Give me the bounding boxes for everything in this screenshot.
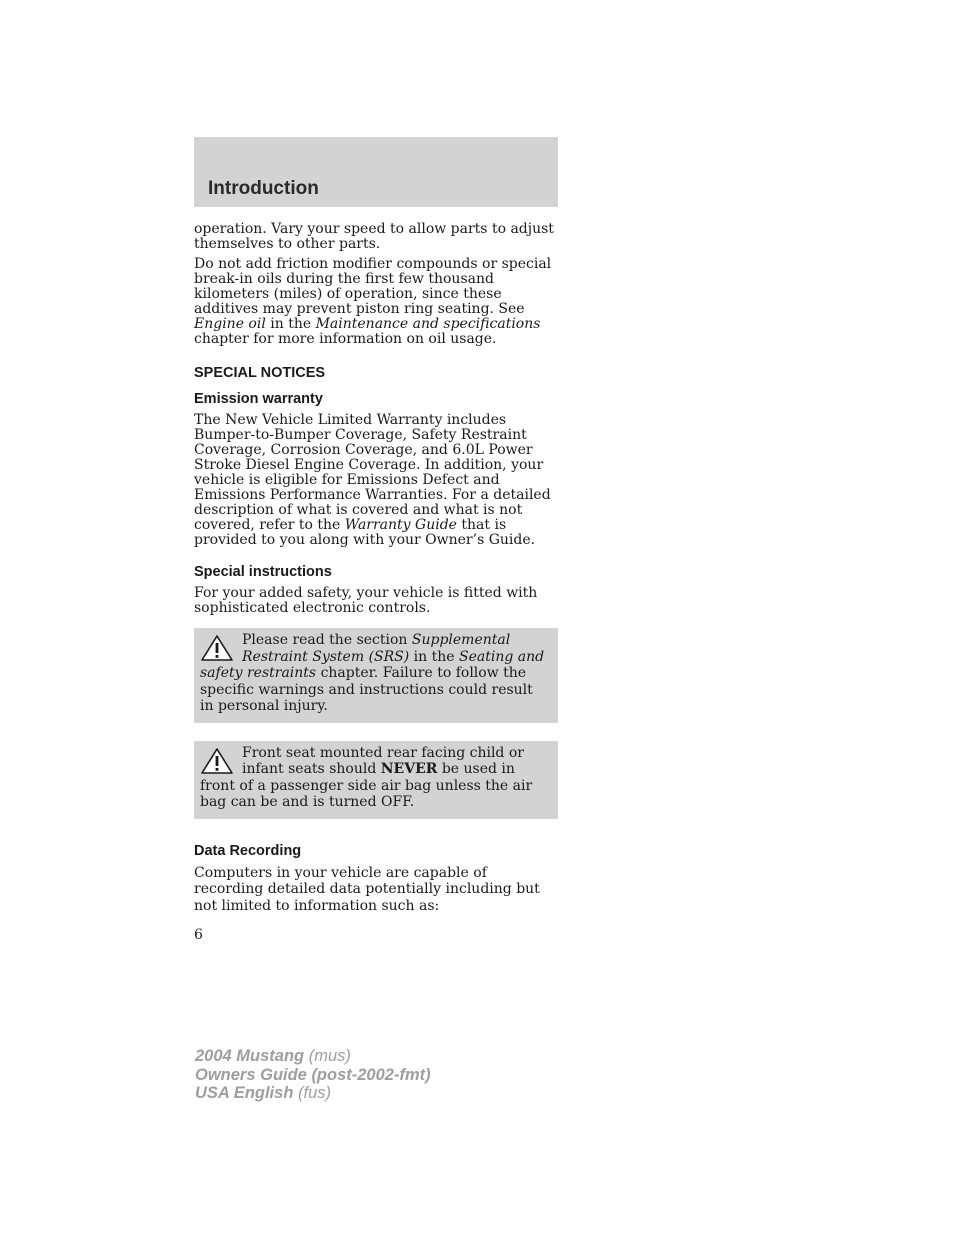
seating-reference: Seating and safety restraints [200, 648, 545, 681]
intro-paragraph-2: Do not add friction modifier compounds or special break-in oils during the first few thousand kilometers (miles) of operation, since these additives may prevent piston ring seating. See Engine oil in the Maintenance and specifications chapter for more information on oil usage. [194, 256, 552, 347]
intro-paragraph-1: operation. Vary your speed to allow parts to adjust themselves to other parts. [194, 221, 554, 252]
special-instructions-heading: Special instructions [194, 564, 332, 580]
emission-warranty-heading: Emission warranty [194, 391, 323, 407]
footer-line-1: 2004 Mustang (mus) [195, 1047, 351, 1065]
never-emphasis: NEVER [380, 761, 438, 777]
chapter-title: Introduction [208, 178, 319, 199]
data-recording-heading: Data Recording [194, 842, 302, 859]
srs-warning-box: Please read the section Supplemental Restraint System (SRS) in the Seating and safety restraints chapter. Failure to follow the specific warnings and instructions could result in personal injury. [194, 628, 558, 723]
warranty-guide-reference: Warranty Guide [344, 517, 457, 533]
maintenance-reference: Maintenance and specifications [315, 316, 541, 332]
data-recording-text: Computers in your vehicle are capable of recording detailed data potentially including but not limited to information such as: [194, 864, 540, 914]
footer-line-2: Owners Guide (post-2002-fmt) [195, 1065, 431, 1084]
footer-line-3: USA English (fus) [195, 1084, 331, 1102]
warning-triangle-icon [200, 634, 234, 662]
warning-triangle-icon [200, 747, 234, 775]
srs-reference: Supplemental Restraint System (SRS) [242, 632, 511, 665]
engine-oil-reference: Engine oil [194, 316, 266, 332]
document-footer [195, 1047, 431, 1103]
child-seat-warning-box: Front seat mounted rear facing child or infant seats should NEVER be used in front of a passenger side air bag unless the air bag can be and is turned OFF. [194, 741, 558, 819]
page-content [194, 222, 558, 943]
special-instructions-text: For your added safety, your vehicle is fitted with sophisticated electronic controls. [194, 585, 538, 616]
emission-warranty-text: The New Vehicle Limited Warranty includes Bumper-to-Bumper Coverage, Safety Restraint Coverage, Corrosion Coverage, and 6.0L Power Stroke Diesel Engine Coverage. In addition, your vehicle is eligible for Emissions Defect and Emissions Performance Warranties. For a detailed description of what is covered and what is not covered, refer to the Warranty Guide that is provided to you along with your Owner’s Guide. [194, 412, 551, 548]
page-number: 6 [194, 927, 203, 943]
chapter-header [194, 137, 558, 207]
special-notices-heading: SPECIAL NOTICES [194, 365, 326, 381]
